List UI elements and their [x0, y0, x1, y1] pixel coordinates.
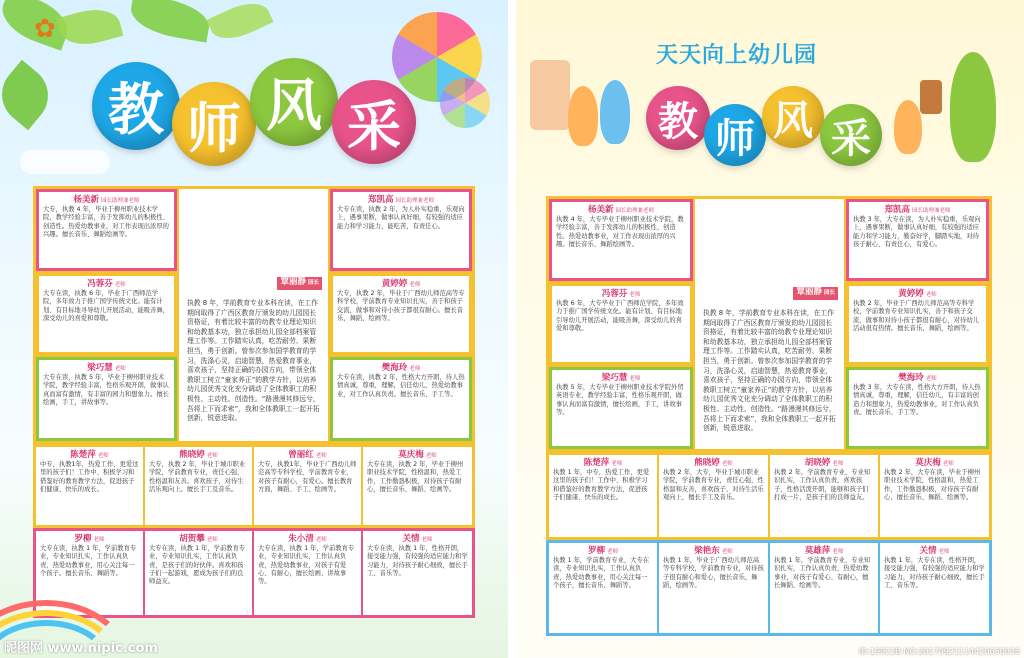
leaf-decoration	[127, 0, 212, 43]
title-char-1: 教	[92, 62, 180, 150]
teacher-name: 郑凯高	[884, 205, 910, 215]
teacher-title: 老师	[938, 549, 950, 555]
teacher-card	[659, 455, 768, 537]
teacher-name: 朱小清	[288, 534, 314, 544]
pinwheel-icon	[440, 78, 490, 128]
teacher-name: 冯蓉芬	[601, 289, 628, 299]
teacher-bio: 大专，执教 4 年，毕业于柳州职业技术学院，教学经验丰富，善于发挥幼儿的积极性、创造性。热爱幼教事业，对工作表现出浓厚的兴趣。擅长音乐、舞蹈绘画等。	[43, 206, 169, 238]
teacher-card	[330, 189, 472, 271]
teacher-name-row	[774, 458, 874, 468]
kindergarten-name: 天天向上幼儿园	[656, 43, 818, 68]
teacher-bio: 大专在读，执教 1 年，学前教育专业，专业知识扎实，工作认真负责，是孩子们的好伙伴。喜欢和孩子们一起游戏，愿成为孩子们的良师益友。	[149, 545, 246, 586]
teacher-name-row	[556, 289, 686, 299]
teacher-bio: 执教 3 年，大专在读，性格大方开朗，待人热情真诚，尊重，理解，信任幼儿，有丰富的创造力和想象力，热爱幼教事业，对工作认真负责。擅长音乐、手工等。	[853, 384, 981, 416]
teacher-card	[363, 531, 472, 615]
house-illustration	[530, 60, 570, 130]
teacher-title: 园长助理兼老师	[395, 198, 435, 204]
principal-bio: 执教 8 年，学前教育专业本科在读，在工作期间取得了广西区教育厅颁发的幼儿园园长资格证，有着比较丰富的幼教专业理论知识和幼教基本功，独立承担幼儿园全部档案管理工作等。工作踏实认真，吃苦耐劳、果断担当，勇于创新。曾参次参加国学教育的学习，洗涤心灵，启迪智慧，热爱教育事业，喜欢孩子，坚持正确的办园方向，带领全体教职工树立“童家养正”的教学方针，以培养幼儿园优秀文化充分调动了全体教职工的积极性、主动性、创造性。“路漫漫其修远兮，吾将上下而求索”，我和全体教职工一起开拓创新，锐意进取。	[187, 299, 320, 423]
principal-card	[695, 199, 844, 449]
birdhouse-illustration	[920, 80, 942, 114]
principal-title: 园长	[823, 290, 835, 296]
teacher-name: 冯蓉芬	[87, 279, 113, 289]
teacher-name: 樊海玲	[381, 363, 408, 373]
teacher-bio: 执教 6 年，大专毕业于广西师范学院，多年致力于推广国学传统文化。能有计划、有目标地引导幼儿开展活动，能吸善舞，深受幼儿的喜爱和尊敬。	[556, 300, 684, 332]
teacher-title: 园长助理兼老师	[615, 208, 655, 214]
teacher-card	[36, 273, 177, 355]
teacher-card	[770, 543, 878, 633]
teacher-title: 老师	[721, 461, 733, 467]
teacher-name-row	[556, 205, 686, 215]
teacher-bio: 执教 3 年，大专在读，为人朴实稳重，乐观向上，遇事果断，做事认真好细，有较强的适应能力和学习能力，勤奋好学，脚踏实地，对待孩子耐心、有责任心，有爱心。	[853, 216, 981, 248]
teacher-title: 老师	[315, 537, 327, 543]
teacher-card	[36, 447, 143, 525]
teacher-name-row	[43, 195, 170, 205]
child-illustration	[950, 52, 996, 162]
teacher-name-row	[149, 534, 248, 544]
teacher-name: 罗柳	[587, 546, 605, 556]
teacher-name: 关情	[402, 534, 420, 544]
principal-bio: 执教 8 年，学前教育专业本科在读，在工作期间取得了广西区教育厅颁发的幼儿园园长资格证，有着比较丰富的幼教专业理论知识和幼教基本功，独立承担幼儿园全部档案管理工作等。工作踏实认真，吃苦耐劳、果断担当，勇于创新。曾参次参加国学教育的学习，洗涤心灵，启迪智慧，热爱教育事业，喜欢孩子，坚持正确的办园方向，带领全体教职工树立“童家养正”的教学方针，以培养幼儿园优秀文化充分调动了全体教职工的积极性、主动性、创造性。“路漫漫其修远兮，吾将上下而求索”，我和全体教职工一起开拓创新，锐意进取。	[703, 309, 836, 433]
child-illustration	[894, 100, 922, 154]
principal-card	[179, 189, 328, 441]
teacher-card	[770, 455, 878, 537]
principal-name: 覃丽静	[280, 277, 306, 287]
teacher-name: 曾丽红	[288, 450, 314, 460]
principal-name-tag	[277, 277, 322, 290]
teacher-name: 陈楚萍	[583, 458, 610, 468]
teacher-name: 杨美新	[73, 195, 99, 205]
teacher-name-row	[258, 534, 357, 544]
teacher-bio: 大专在读，执教 6 年，毕业于广西师范学院，多年致力于推广国学传统文化。能有计划、有目标地寻导幼儿开展活动，能吸善舞，深受幼儿的喜爱和尊敬。	[43, 290, 169, 322]
teacher-name: 陈楚萍	[70, 450, 96, 460]
title-char-3: 风	[762, 86, 824, 148]
teacher-name-row	[553, 458, 653, 468]
teacher-name: 郑凯高	[367, 195, 394, 205]
poster-left	[0, 0, 508, 658]
teacher-bio: 大专在读，执教 1 年，学前教育专业，专业知识扎实，工作认真负责，热爱幼教事业，对孩子有爱心、有耐心，擅长绘画、讲故事等。	[258, 545, 355, 586]
teacher-bio: 大专，执教 2 年，毕业于广西幼儿师范高等专科学校，学前教育专业知识扎实，善于和孩子交流，做事和对待小孩子都很有耐心。擅长音乐，舞蹈，绘画等。	[337, 290, 465, 322]
teacher-name: 熊晓婷	[694, 458, 720, 468]
teacher-card	[330, 273, 472, 355]
teacher-title: 老师	[925, 292, 937, 298]
teacher-title: 老师	[925, 376, 937, 382]
teacher-name-row	[884, 458, 985, 468]
teacher-card	[880, 455, 989, 537]
teacher-name: 杨美新	[587, 205, 614, 215]
teacher-card	[846, 283, 989, 365]
teacher-name: 黄婷婷	[898, 289, 924, 299]
teacher-name-row	[663, 546, 764, 556]
teacher-name: 莫庆梅	[915, 458, 941, 468]
teacher-bio: 大专在读，执教 1 年，性格开朗，接受能力强，有较强的适应能力和学习能力，对待孩子耐心细致，擅长手工、音乐等。	[367, 545, 468, 577]
teacher-title: 老师	[942, 461, 954, 467]
teacher-title: 老师	[611, 461, 623, 467]
teacher-name-row	[367, 450, 468, 460]
teacher-bio: 大专，执教 2 年，毕业于城市职业学院，学前教育专业，责任心强，性格温和友善。喜欢孩子，对待生活乐观向上。擅长手工及音乐。	[149, 461, 246, 493]
teacher-name: 黄婷婷	[381, 279, 408, 289]
teacher-bio: 执教 2 年，毕业于广西幼儿师范高等专科学校，学前教育专业知识扎实，善于和孩子交流，做事和对待小孩子都很有耐心，对待幼儿活动很有热情。擅长音乐，舞蹈，绘画等。	[853, 300, 979, 332]
teacher-card	[254, 531, 361, 615]
teacher-title: 老师	[409, 366, 421, 372]
teacher-bio: 大专，执教1年，毕业于广西幼儿师范高等专科学校，学前教育专业，对孩子有耐心，有爱心。擅长教育方面，舞蹈、手工、绘画等。	[258, 461, 357, 493]
teacher-name-row	[774, 546, 874, 556]
teacher-card	[145, 531, 252, 615]
teacher-bio: 执教 1 年，学前教育专业，专业知识扎实，工作认真负责，热爱幼教事业，对孩子有爱心、有耐心，擅长舞蹈、绘画等。	[774, 557, 871, 589]
teacher-title: 老师	[315, 453, 327, 459]
teacher-title: 老师	[93, 537, 105, 543]
teacher-title: 老师	[607, 549, 619, 555]
teacher-name: 罗柳	[74, 534, 92, 544]
teacher-name: 关情	[919, 546, 937, 556]
teacher-card	[254, 447, 361, 525]
teacher-name-row	[149, 450, 248, 460]
principal-name-tag	[793, 287, 838, 300]
child-illustration	[600, 80, 630, 144]
teacher-bio: 执教 1 年，大专在读，性格开朗，接受能力强，有较强的适应能力和学习能力，对待孩子耐心细致，擅长手工、音乐等。	[884, 557, 985, 589]
watermark: 昵图网 www.nipic.com	[4, 641, 158, 656]
teacher-bio: 执教 1 年，学前教育专业，大专在读，专业知识扎实，工作认真负责，热爱幼教事业，用心关注每一个孩子，擅长音乐、舞蹈等。	[553, 557, 650, 589]
teacher-name-row	[853, 205, 982, 215]
leaf-decoration	[0, 60, 60, 130]
image-id: ID:19922B NO:20170921114420630036	[858, 647, 1020, 656]
principal-title: 园长	[307, 280, 319, 286]
teacher-name-row	[556, 373, 686, 383]
cloud	[20, 150, 110, 174]
teacher-card	[549, 455, 657, 537]
teacher-title: 老师	[206, 453, 218, 459]
teacher-name: 梁艳东	[694, 546, 720, 556]
teacher-title: 园长助理兼老师	[101, 198, 140, 204]
teacher-bio: 大专在读，执教 2 年，为人朴实稳重，乐观向上，遇事果断，做事认真好细，有较强的适应能力和学习能力，能吃苦，有责任心。	[337, 206, 465, 230]
teacher-card	[846, 199, 989, 281]
teacher-name-row	[553, 546, 653, 556]
teacher-name-row	[40, 450, 139, 460]
teacher-name-row	[337, 195, 465, 205]
teacher-title: 园长助理兼老师	[912, 208, 951, 214]
teacher-title: 老师	[629, 292, 641, 298]
teacher-bio: 中专，执教1年，热爱工作，更爱这里的孩子们！工作中、积极学习和借鉴好的教育教学方法，促进孩子们健康、快乐的成长。	[40, 461, 139, 493]
teacher-card	[549, 543, 657, 633]
poster-gap	[508, 0, 516, 658]
teacher-name-row	[853, 373, 982, 383]
teacher-name: 梁巧慧	[87, 363, 113, 373]
teacher-name: 胡晓婷	[804, 458, 831, 468]
teacher-bio: 执教 1 年，中专，热爱工作，更爱这里的孩子们！工作中、积极学习和借鉴好的教育教学方法，促进孩子们健康、快乐的成长。	[553, 469, 650, 501]
teacher-title: 老师	[425, 453, 437, 459]
leaf-decoration	[206, 0, 273, 47]
teacher-title: 老师	[97, 453, 109, 459]
teacher-card	[880, 543, 989, 633]
teacher-name-row	[367, 534, 468, 544]
teacher-name-row	[853, 289, 982, 299]
teacher-title: 老师	[832, 549, 844, 555]
butterfly-icon: ✿	[34, 14, 56, 44]
teacher-card	[659, 543, 768, 633]
teacher-title: 老师	[421, 537, 433, 543]
teacher-title: 老师	[409, 282, 421, 288]
teacher-name-row	[43, 279, 170, 289]
teacher-card	[363, 447, 472, 525]
teacher-card	[549, 367, 693, 449]
teacher-name-row	[258, 450, 357, 460]
teacher-name-row	[337, 363, 465, 373]
teacher-name-row	[663, 458, 764, 468]
principal-name: 覃丽静	[796, 287, 822, 297]
teacher-bio: 执教 2 年，大专在读，毕业于柳州职业技术学院，性格温和，热爱工作，工作勤恳积极，对待孩子有耐心，擅长音乐、舞蹈、绘画等。	[884, 469, 981, 501]
teacher-name-row	[43, 363, 170, 373]
teacher-name: 熊晓婷	[179, 450, 205, 460]
teacher-title: 老师	[206, 537, 218, 543]
teacher-name: 樊海玲	[898, 373, 924, 383]
teacher-title: 老师	[114, 282, 126, 288]
teacher-bio: 执教 1 年，毕业于广西幼儿师范高等专科学校，学前教育专业，对待孩子很有耐心和爱心，擅长音乐，舞蹈，绘画等。	[663, 557, 764, 589]
teacher-bio: 执教 2 年，学前教育专业，专业知识扎实，工作认真负责，喜欢孩子，性格活泼开朗，能够和孩子们打成一片，是孩子们的良师益友。	[774, 469, 871, 501]
teacher-bio: 执教 5 年，大专毕业于柳州职业技术学院外贸英语专业，教学经验丰富，性格乐观开朗，做事认真而富有激情，擅长绘画，手工，讲故事等。	[556, 384, 684, 416]
title-char-2: 师	[172, 82, 256, 166]
title-char-4: 采	[820, 104, 882, 166]
teacher-card	[846, 367, 989, 449]
teacher-name: 莫庆梅	[398, 450, 424, 460]
teacher-bio: 大专在读，执教 1 年，学前教育专业，专业知识扎实，工作认真负责，热爱幼教事业，用心关注每一个孩子。擅长音乐、舞蹈等。	[40, 545, 137, 577]
teacher-card	[549, 283, 693, 365]
teacher-name: 梁巧慧	[601, 373, 628, 383]
teacher-name: 莫雄萍	[804, 546, 831, 556]
title-char-2: 师	[704, 104, 766, 166]
teacher-card	[36, 357, 177, 441]
title-char-1: 教	[646, 86, 710, 150]
teacher-title: 老师	[832, 461, 844, 467]
title-char-4: 采	[332, 80, 416, 164]
teacher-name: 胡贺攀	[179, 534, 205, 544]
teacher-name-row	[40, 534, 139, 544]
teacher-bio: 执教 2 年，大专，毕业于城市职业学院，学前教育专业，责任心强，性格温和友善，喜欢孩子，对待生活乐观向上，擅长手工及音乐。	[663, 469, 764, 501]
teacher-title: 老师	[721, 549, 733, 555]
child-illustration	[568, 86, 598, 146]
teacher-card	[330, 357, 472, 441]
teacher-name-row	[337, 279, 465, 289]
teacher-bio: 大专在读，执教 2 年，毕业于柳州职业技术学院，性格温和，热爱工作，工作勤恳积极，对待孩子有耐心，擅长音乐、舞蹈、绘画等。	[367, 461, 464, 493]
teacher-card	[36, 189, 177, 271]
teacher-bio: 大专在读，执教 5 年，毕业于柳州职业技术学院，教学经验丰富，性格乐观开朗，做事认真而富有激情，有丰富的园力和想象力。擅长绘画，手工，讲故事等。	[43, 374, 169, 406]
title-char-3: 风	[250, 58, 338, 146]
poster-right	[516, 0, 1024, 658]
teacher-card	[145, 447, 252, 525]
teacher-title: 老师	[114, 366, 126, 372]
teacher-name-row	[884, 546, 985, 556]
teacher-bio: 执教 4 年，大专毕业于柳州职业技术学院，教学经验丰富，善于发挥幼儿的积极性、创造性。热爱幼教事业，对工作表现出浓厚的兴趣。擅长音乐、舞蹈绘画等。	[556, 216, 684, 248]
teacher-bio: 大专在读，执教 2 年，性格大方开朗，待人热情真诚，尊重，理解，信任幼儿，热爱幼教事业，对工作认真负责。擅长音乐、手工等。	[337, 374, 465, 398]
teacher-title: 老师	[629, 376, 641, 382]
leaf-decoration	[57, 3, 124, 51]
teacher-card	[549, 199, 693, 281]
